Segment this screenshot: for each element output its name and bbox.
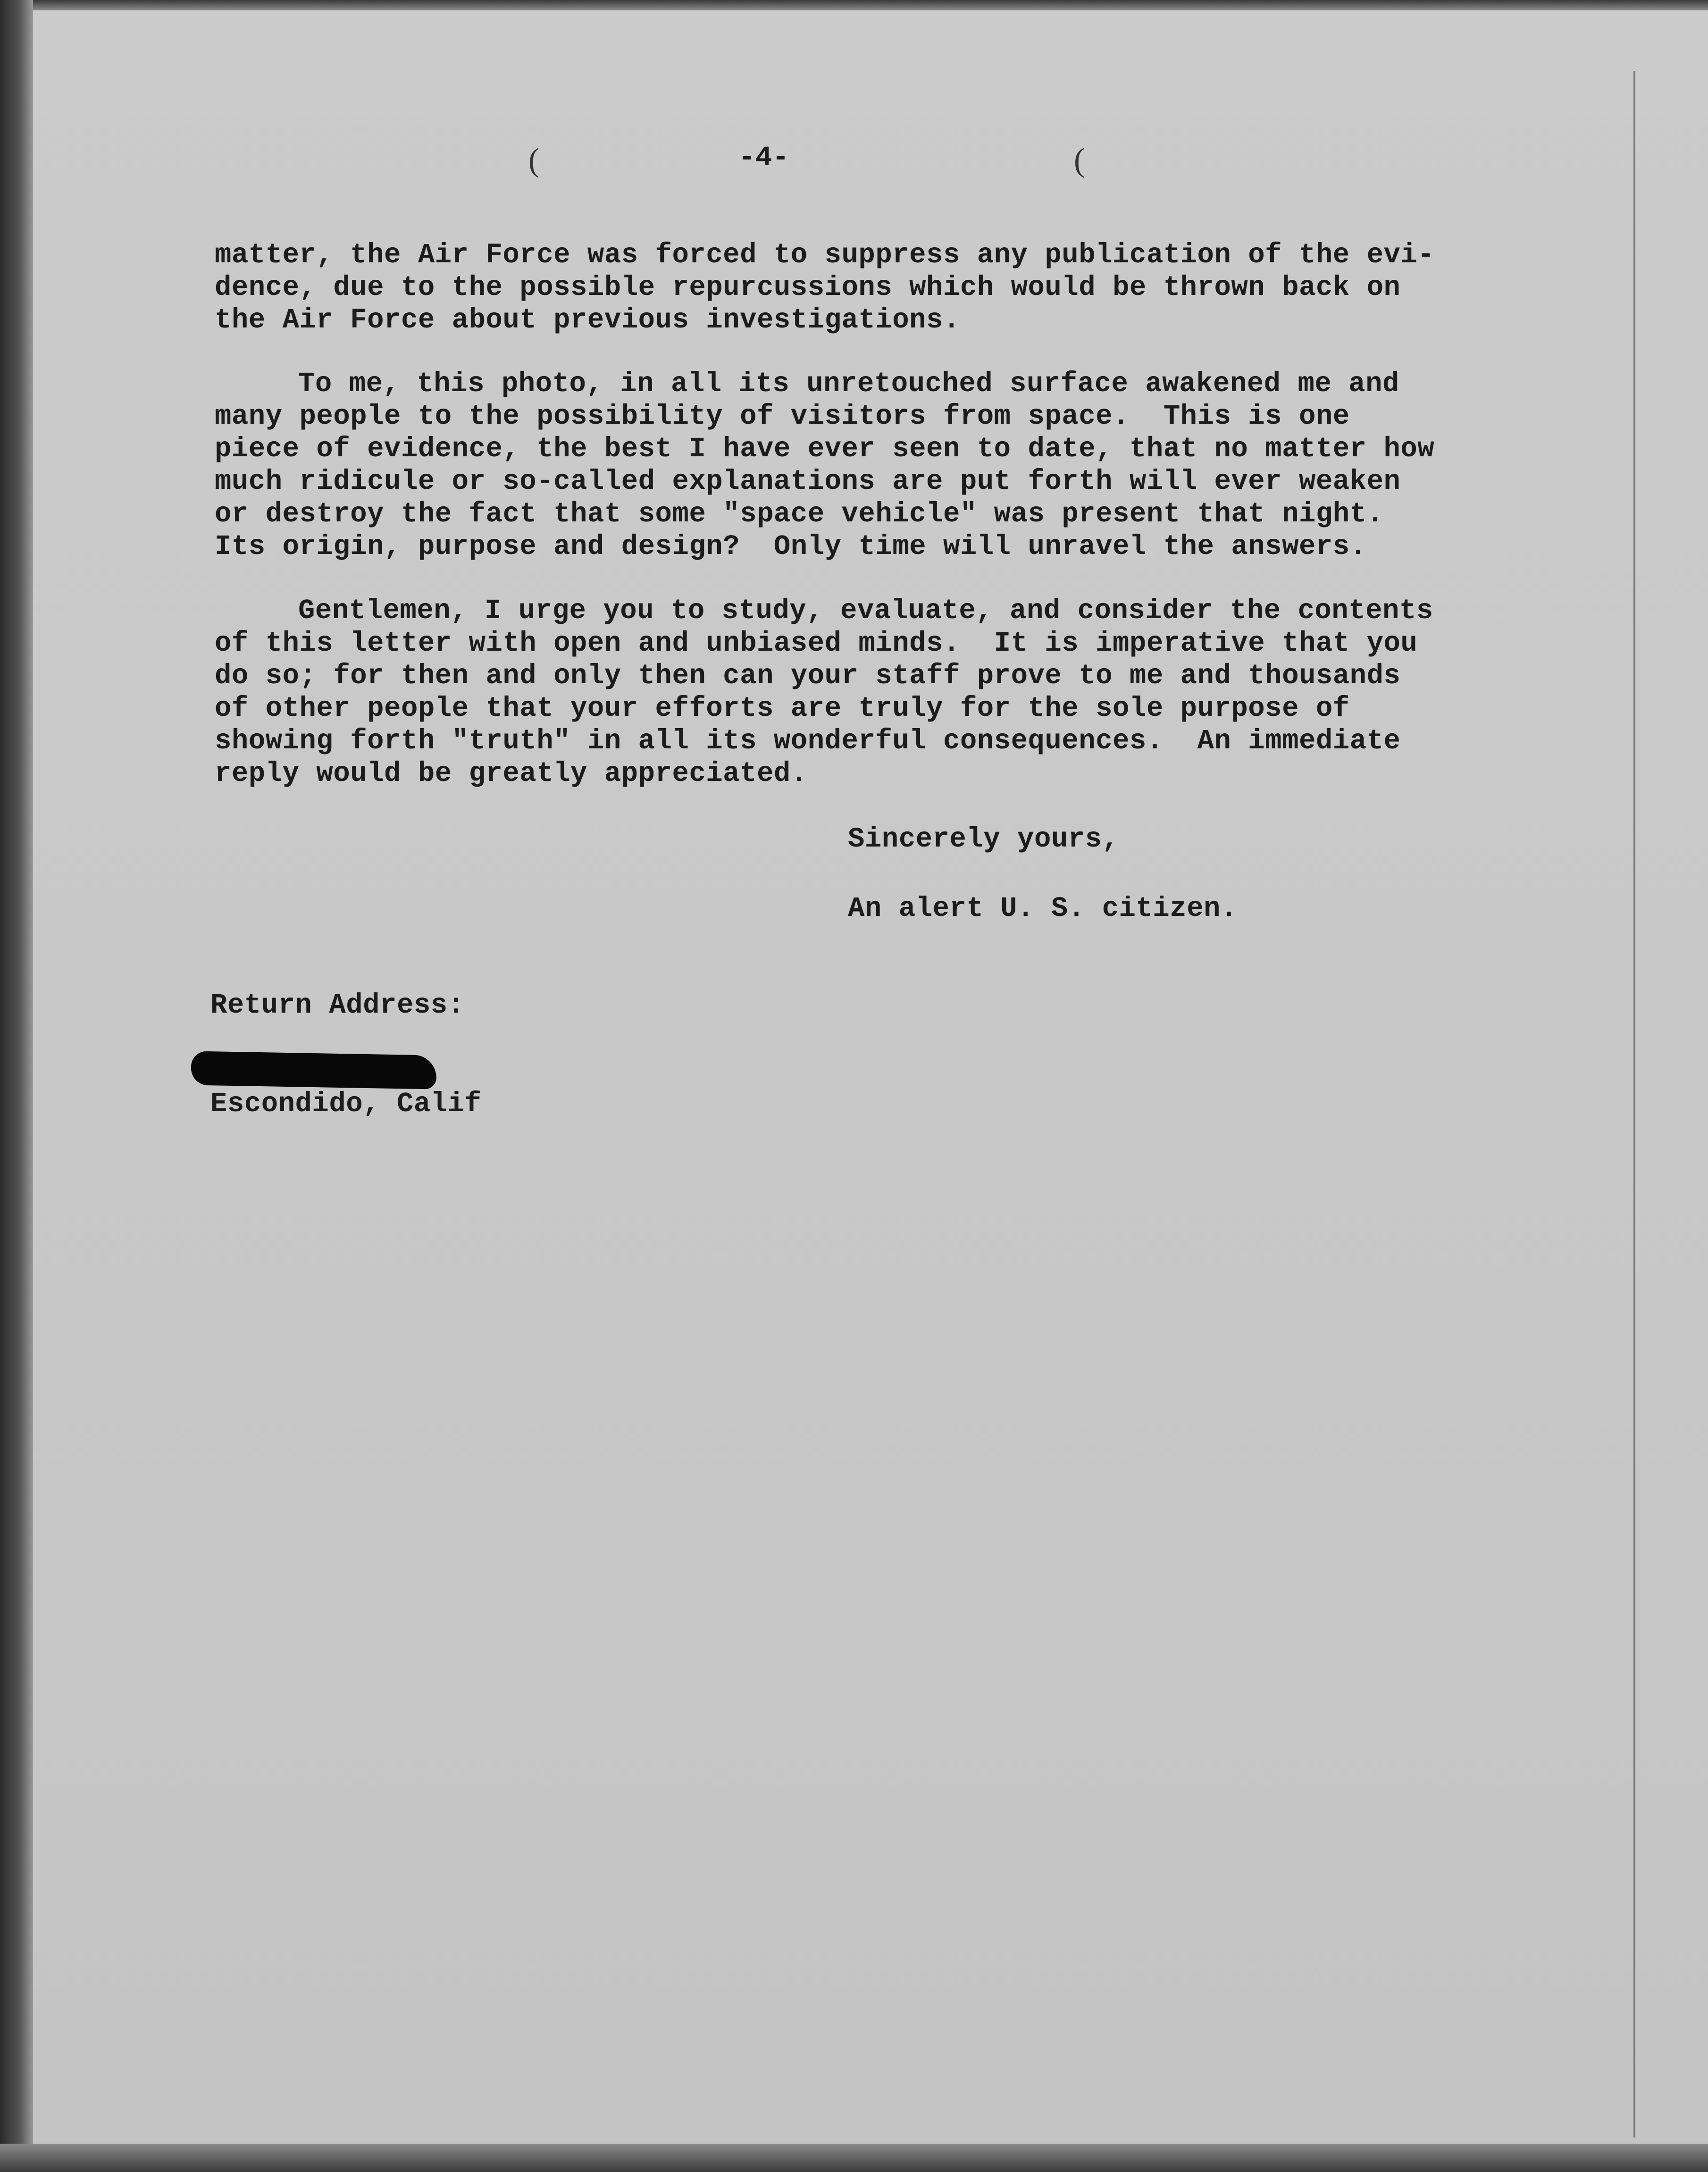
text-line: many people to the possibility of visitors from space. This is one	[215, 401, 1350, 432]
scan-bottom-edge	[0, 2144, 1708, 2172]
text-line: dence, due to the possible repurcussions which would be thrown back on	[215, 272, 1401, 303]
text-line: much ridicule or so-called explanations are put forth will ever weaken	[215, 466, 1401, 497]
hole-punch-mark-left: (	[528, 142, 540, 178]
text-line: Gentlemen, I urge you to study, evaluate, and consider the contents	[298, 595, 1433, 627]
paragraph-2	[215, 368, 1583, 563]
return-address-label: Return Address:	[210, 990, 465, 1021]
text-line: do so; for then and only then can your staff prove to me and thousands	[215, 660, 1401, 692]
text-line: of this letter with open and unbiased minds. It is imperative that you	[215, 628, 1418, 659]
text-line: showing forth "truth" in all its wonderful consequences. An immediate	[215, 725, 1401, 757]
text-line: To me, this photo, in all its unretouched surface awakened me and	[298, 368, 1399, 400]
text-line: piece of evidence, the best I have ever seen to date, that no matter how	[215, 433, 1435, 465]
paragraph-1	[215, 239, 1583, 336]
return-address-city: Escondido, Calif	[210, 1088, 482, 1120]
redaction-mark	[191, 1051, 436, 1089]
text-line: of other people that your efforts are truly for the sole purpose of	[215, 693, 1350, 724]
closing: Sincerely yours,	[848, 823, 1119, 855]
page-number: -4-	[738, 142, 789, 174]
text-line: reply would be greatly appreciated.	[215, 758, 808, 789]
text-line: the Air Force about previous investigations.	[215, 304, 960, 336]
scan-left-edge	[0, 0, 33, 2172]
right-margin-line	[1633, 71, 1635, 2138]
hole-punch-mark-right: (	[1074, 142, 1085, 178]
text-line: or destroy the fact that some "space vehicle" was present that night.	[215, 498, 1384, 530]
paragraph-3	[215, 595, 1583, 790]
scan-top-edge	[0, 0, 1708, 10]
signature: An alert U. S. citizen.	[848, 893, 1238, 924]
text-line: matter, the Air Force was forced to suppress any publication of the evi-	[215, 239, 1435, 271]
text-line: Its origin, purpose and design? Only time will unravel the answers.	[215, 531, 1367, 562]
